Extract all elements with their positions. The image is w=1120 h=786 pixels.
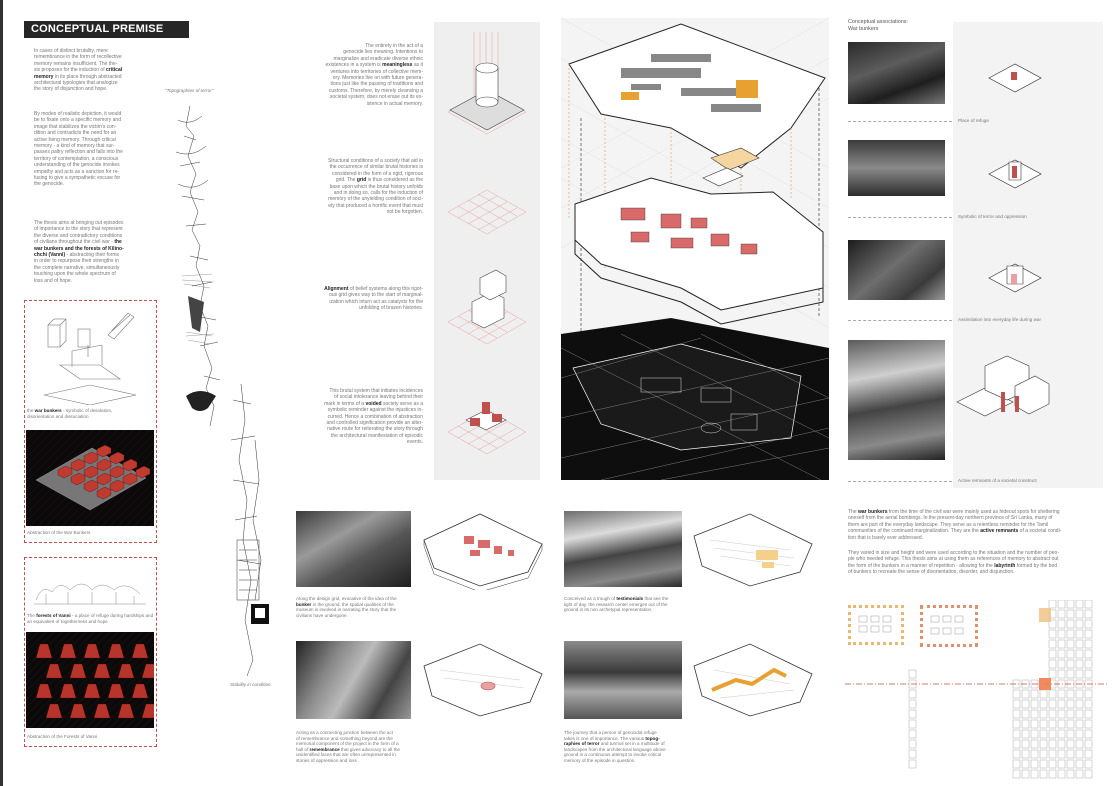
forest-sketch-drawing bbox=[30, 570, 150, 612]
labyrinth-cell bbox=[1067, 670, 1074, 678]
labyrinth-cell bbox=[1085, 720, 1092, 728]
concept-paragraph-2: Structural conditions of a society that aid in the occurrence of similar brutal histories is considered in the form of a rigid, rigorous grid. The grid is thus considered as the base upon which the brutal history unfolds and in doing so, calls for the induction of memory of the unyielding condition of soci- ety that produced a horrific event that must not be forgotten. bbox=[327, 158, 423, 216]
left-edge-line bbox=[0, 0, 3, 786]
photo-research-center bbox=[564, 511, 682, 587]
labyrinth-cell bbox=[1049, 600, 1056, 608]
page-title: CONCEPTUAL PREMISE bbox=[24, 21, 189, 38]
labyrinth-cell bbox=[1049, 690, 1056, 698]
labyrinth-cell bbox=[1049, 710, 1056, 718]
labyrinth-bunker-bed bbox=[845, 600, 1108, 784]
diagram-terror-icon bbox=[985, 152, 1045, 192]
labyrinth-cell bbox=[1031, 710, 1038, 718]
separator-4 bbox=[848, 481, 952, 482]
labyrinth-cell bbox=[1022, 730, 1029, 738]
labyrinth-cell bbox=[909, 690, 916, 698]
sketch-label-top: "Topographies of terror" bbox=[165, 88, 214, 93]
labyrinth-cell bbox=[1031, 700, 1038, 708]
labyrinth-cell bbox=[1058, 660, 1065, 668]
labyrinth-cell bbox=[1049, 700, 1056, 708]
labyrinth-cell bbox=[1067, 620, 1074, 628]
labyrinth-cell bbox=[1085, 610, 1092, 618]
labyrinth-cell bbox=[1013, 700, 1020, 708]
labyrinth-cell bbox=[1085, 650, 1092, 658]
labyrinth-cell bbox=[1031, 740, 1038, 748]
diagram-assimilation-icon bbox=[985, 254, 1045, 298]
bunker-abstraction-render bbox=[26, 430, 154, 526]
labyrinth-cell bbox=[1040, 720, 1047, 728]
labyrinth-cell bbox=[1049, 750, 1056, 758]
intro-paragraph-3: The thesis aims at bringing out episodes of importance to the story that represent the diverse and contradictory conditions of civilians throughout the civil war - the war bunkers and the forests of Kilino- chchi (Vanni) - abstracting their forms in order to repurpose their strengths in the complete narrative, simultaneously touching upon the whole spectrum of loss and of hope. bbox=[34, 220, 124, 284]
diagram-refuge-icon bbox=[985, 58, 1045, 98]
labyrinth-cell bbox=[1013, 770, 1020, 778]
labyrinth-cell bbox=[1031, 690, 1038, 698]
labyrinth-cell bbox=[1013, 740, 1020, 748]
sketch-label-bottom: Stability in condition bbox=[230, 682, 271, 687]
labyrinth-cell bbox=[1049, 760, 1056, 768]
labyrinth-cell bbox=[1022, 770, 1029, 778]
labyrinth-cell bbox=[1058, 750, 1065, 758]
labyrinth-cell bbox=[1076, 620, 1083, 628]
labyrinth-cell bbox=[1085, 770, 1092, 778]
labyrinth-cell bbox=[1049, 630, 1056, 638]
labyrinth-cell bbox=[1058, 620, 1065, 628]
label-terror: Symbolic of terror and oppression bbox=[958, 214, 1027, 219]
labyrinth-cell bbox=[1022, 760, 1029, 768]
labyrinth-cell bbox=[1076, 750, 1083, 758]
labyrinth-cell bbox=[1067, 710, 1074, 718]
labyrinth-cell bbox=[909, 730, 916, 738]
labyrinth-cell bbox=[1040, 760, 1047, 768]
labyrinth-cell bbox=[1067, 600, 1074, 608]
war-bunkers-paragraph-1: The war bunkers from the time of the civil war were mainly used as hideout spots for sheltering oneself from the aerial bombings. In the present-day northern province of Sri Lanka, many of them are part of the everyday landscape. They serve as a relentless reminder for the Tamil communities of the continued marginalization. They are the active remnants of a societal condi- tion that is barely ever addressed. bbox=[848, 509, 1062, 541]
labyrinth-cell bbox=[1031, 750, 1038, 758]
site-plan-journey bbox=[690, 640, 815, 720]
photo-bunker-refuge bbox=[848, 42, 945, 104]
labyrinth-cell bbox=[1085, 710, 1092, 718]
labyrinth-cell bbox=[1076, 600, 1083, 608]
site-plan-remembrance bbox=[420, 640, 545, 720]
labyrinth-cell bbox=[1013, 710, 1020, 718]
site-plan-research bbox=[690, 510, 815, 590]
labyrinth-cell bbox=[1076, 720, 1083, 728]
labyrinth-cell bbox=[1040, 740, 1047, 748]
labyrinth-cell bbox=[909, 710, 916, 718]
labyrinth-cell bbox=[1058, 760, 1065, 768]
labyrinth-cell bbox=[1076, 640, 1083, 648]
concept-paragraph-3: Alignment of belief systems along this rigor- ous grid gives way to the start of marginal- ization which inturn act as catalysts for the unfolding of brazen histories. bbox=[324, 286, 423, 312]
war-bunkers-paragraph-2: They varied in size and height and were used according to the situation and the number of peo- ple who needed refuge. This thesis aims at using them as references of memory to abstract out the form of the bunkers in a manner of repetition - allowing for the labyrinth formed by the bed of bunkers to recreate the sense of disorientation, disorder, and disjunction. bbox=[848, 550, 1059, 576]
labyrinth-cell bbox=[1040, 710, 1047, 718]
separator-1 bbox=[848, 121, 952, 122]
bunker-sketch-drawing bbox=[30, 305, 150, 405]
labyrinth-cell bbox=[1058, 690, 1065, 698]
labyrinth-cell bbox=[1085, 700, 1092, 708]
labyrinth-cell bbox=[909, 720, 916, 728]
labyrinth-cell bbox=[1049, 770, 1056, 778]
labyrinth-cell bbox=[1058, 630, 1065, 638]
labyrinth-cell bbox=[909, 670, 916, 678]
labyrinth-cell bbox=[1058, 670, 1065, 678]
labyrinth-cell bbox=[1049, 650, 1056, 658]
labyrinth-cell bbox=[1049, 740, 1056, 748]
labyrinth-cell bbox=[1013, 690, 1020, 698]
labyrinth-cell bbox=[1058, 720, 1065, 728]
photo-journey-forest bbox=[564, 641, 682, 719]
separator-2 bbox=[848, 217, 952, 218]
labyrinth-cell bbox=[909, 740, 916, 748]
intro-paragraph-2: By modes of realistic depiction, it would be to fixate onto a specific memory and image that stabilizes the victim's con- dition and contradicts the need for an active living memory. Through critical memory - a kind of memory that sur- passes paltry reflection and falls into the territory of contemplation, a conscious understanding of the genocide invokes empathy and acts as a sanction for re- fusing to give a sympathetic excuse for the genocide. bbox=[34, 111, 123, 188]
labyrinth-cell bbox=[1049, 730, 1056, 738]
labyrinth-cell bbox=[1085, 660, 1092, 668]
labyrinth-cell bbox=[1031, 720, 1038, 728]
forest-abstraction-render bbox=[26, 632, 154, 728]
labyrinth-cell bbox=[1085, 600, 1092, 608]
labyrinth-cell bbox=[1058, 710, 1065, 718]
labyrinth-cell bbox=[1067, 690, 1074, 698]
photo-bunker-terror bbox=[848, 140, 945, 196]
labyrinth-cell bbox=[1085, 690, 1092, 698]
label-remnants: Active remnants of a societal construct bbox=[958, 478, 1037, 483]
labyrinth-cell bbox=[1085, 630, 1092, 638]
labyrinth-cell bbox=[1076, 740, 1083, 748]
labyrinth-cell bbox=[1085, 730, 1092, 738]
labyrinth-cell bbox=[1058, 700, 1065, 708]
labyrinth-cell bbox=[1049, 670, 1056, 678]
associations-heading: Conceptual associations: War bunkers bbox=[848, 19, 908, 32]
caption-journey: The journey that a person of genocidal refuge takes is one of importance. The various topog- raphies of terror and turmoil set in a multitude of landscapes from the architectural language above ground in a continuous attempt to invoke critical memory of the episode in question. bbox=[564, 730, 666, 763]
labyrinth-cell bbox=[1067, 720, 1074, 728]
labyrinth-cell bbox=[1040, 700, 1047, 708]
labyrinth-cell bbox=[1031, 770, 1038, 778]
labyrinth-cell bbox=[1067, 730, 1074, 738]
labyrinth-cell bbox=[1022, 740, 1029, 748]
labyrinth-cell bbox=[1058, 650, 1065, 658]
labyrinth-cell bbox=[1076, 690, 1083, 698]
labyrinth-cell bbox=[1058, 740, 1065, 748]
labyrinth-cell bbox=[1076, 660, 1083, 668]
label-place-of-refuge: Place of refuge bbox=[958, 118, 989, 123]
labyrinth-cell bbox=[1076, 630, 1083, 638]
labyrinth-cell bbox=[1058, 610, 1065, 618]
labyrinth-cell bbox=[1076, 700, 1083, 708]
labyrinth-cell bbox=[1067, 660, 1074, 668]
labyrinth-cell bbox=[1067, 700, 1074, 708]
labyrinth-cell bbox=[1049, 660, 1056, 668]
labyrinth-cell bbox=[1076, 670, 1083, 678]
labyrinth-cell bbox=[1058, 640, 1065, 648]
bunker-caption: the war bunkers - symbolic of desolation, disorientation and dissociation bbox=[27, 408, 113, 419]
labyrinth-cell bbox=[1022, 720, 1029, 728]
exploded-axonometric bbox=[561, 18, 829, 480]
photo-remembrance-faces bbox=[296, 641, 411, 719]
labyrinth-cell bbox=[1085, 740, 1092, 748]
labyrinth-cell bbox=[1040, 770, 1047, 778]
labyrinth-cell bbox=[1031, 760, 1038, 768]
labyrinth-cell bbox=[1022, 750, 1029, 758]
concept-paragraph-1: The entirety in the act of a genocide lies meaning. Intentions to marginalize and eradicate diverse ethnic existences in a system is meaningless as it ventures into territories of collective mem- ory. Memories live on with future genera- tions just like the passing of traditions and customs. Therefore, by merely cleansing a societal system, does not erase out its ex- istence in actual memory. bbox=[325, 43, 423, 107]
caption-remembrance: Acting as a connecting junction between the act of remembrance and something beyond are the memorial component of the project in the form of a hall of remembrance that gives advocacy to all the unidentified faces that are often unrepresented in stories of oppression and loss bbox=[296, 730, 400, 763]
labyrinth-cell bbox=[1067, 640, 1074, 648]
labyrinth-cell bbox=[1067, 610, 1074, 618]
photo-bunker-remnants bbox=[848, 340, 945, 460]
labyrinth-cell bbox=[1022, 690, 1029, 698]
labyrinth-cell bbox=[1085, 640, 1092, 648]
labyrinth-cell bbox=[1022, 700, 1029, 708]
intro-paragraph-1: In cases of distinct brutality, mere remembrance in the form of recollective memory remains insufficient. The the- sis proposes for the induction of critical memory in its place through abstracted architectural typologies that analogize the story of disjunction and hope. bbox=[34, 48, 123, 93]
label-assimilation: Assimilation into everyday life during war bbox=[958, 317, 1041, 322]
caption-research: Conceived as a trough of testimonials that see the light of day, the research center emerges out of the ground in its non archetypal representation. bbox=[564, 596, 669, 613]
caption-museum: Along the design grid, evocative of the idea of the bunker in the ground, the spatial qualities of the museum is involved in narrating the story that the civilians have undergone. bbox=[296, 596, 397, 618]
diagram-remnants-icon bbox=[955, 352, 1050, 432]
labyrinth-cell bbox=[1058, 730, 1065, 738]
labyrinth-cell bbox=[1040, 730, 1047, 738]
photo-bunker-assimilation bbox=[848, 240, 945, 300]
labyrinth-cell bbox=[1049, 640, 1056, 648]
labyrinth-cell bbox=[1013, 760, 1020, 768]
labyrinth-cell bbox=[1076, 770, 1083, 778]
forest-caption: The forests of Vanni - a place of refuge during hardships and an equivalent of togetherness and hope bbox=[27, 613, 154, 624]
labyrinth-cell bbox=[1085, 750, 1092, 758]
labyrinth-cell bbox=[1013, 730, 1020, 738]
labyrinth-cell bbox=[1022, 710, 1029, 718]
labyrinth-cell bbox=[1085, 670, 1092, 678]
labyrinth-cell bbox=[1013, 750, 1020, 758]
iso-diagram-strip bbox=[434, 22, 540, 480]
labyrinth-cell bbox=[1076, 610, 1083, 618]
separator-3 bbox=[848, 320, 952, 321]
labyrinth-cell bbox=[1040, 690, 1047, 698]
labyrinth-cell bbox=[1067, 630, 1074, 638]
labyrinth-cell bbox=[1040, 750, 1047, 758]
labyrinth-cell bbox=[1067, 760, 1074, 768]
labyrinth-cell bbox=[1031, 730, 1038, 738]
labyrinth-cell bbox=[909, 750, 916, 758]
labyrinth-cell bbox=[1013, 720, 1020, 728]
photo-museum-bunker bbox=[296, 511, 411, 587]
labyrinth-cell bbox=[1076, 760, 1083, 768]
labyrinth-cell bbox=[909, 760, 916, 768]
labyrinth-cell bbox=[1067, 750, 1074, 758]
labyrinth-cell bbox=[1058, 600, 1065, 608]
labyrinth-cell bbox=[1067, 740, 1074, 748]
topography-sketch-lower bbox=[225, 380, 285, 680]
labyrinth-cell bbox=[1076, 730, 1083, 738]
site-plan-museum bbox=[420, 510, 545, 590]
labyrinth-cell bbox=[909, 700, 916, 708]
labyrinth-cell bbox=[1049, 720, 1056, 728]
labyrinth-cell bbox=[1076, 710, 1083, 718]
labyrinth-cell bbox=[1067, 650, 1074, 658]
labyrinth-cell bbox=[1076, 650, 1083, 658]
labyrinth-cell bbox=[1058, 770, 1065, 778]
labyrinth-cell bbox=[1085, 620, 1092, 628]
labyrinth-cell bbox=[1085, 760, 1092, 768]
concept-paragraph-4: This brutal system that initiates incidences of social intolerance leaving behind their mark in terms of a voided society serve as a symbolic reminder against the injustices in- curred. Hence a combination of abstraction and controlled signification provide an alter- native route for reiterating the story through the architectural manifestation of episodic events. bbox=[324, 388, 423, 446]
bunker-abstraction-label: Abstraction of the War Bunkers bbox=[27, 530, 91, 535]
labyrinth-cell bbox=[1067, 770, 1074, 778]
forest-abstraction-label: Abstraction of the Forests of Vanni bbox=[27, 734, 98, 739]
